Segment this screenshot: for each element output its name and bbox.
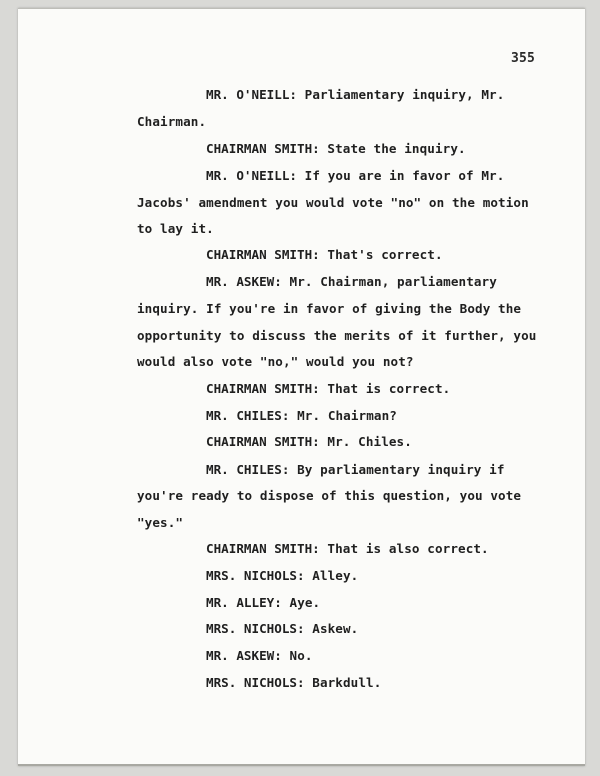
line-text: would also vote "no," would you not? bbox=[137, 354, 414, 369]
line-text: That is also correct. bbox=[319, 541, 489, 556]
transcript-line bbox=[206, 168, 504, 183]
speaker-label: MR. CHILES: bbox=[206, 462, 290, 477]
transcript-line bbox=[206, 141, 466, 156]
transcript-line bbox=[137, 354, 414, 369]
speaker-label: CHAIRMAN SMITH: bbox=[206, 381, 320, 396]
speaker-label: MR. O'NEILL: bbox=[206, 87, 297, 102]
transcript-line bbox=[206, 87, 504, 102]
line-text: No. bbox=[281, 648, 313, 663]
transcript-line bbox=[137, 195, 529, 210]
line-text: Jacobs' amendment you would vote "no" on the motion bbox=[137, 195, 529, 210]
page-number: 355 bbox=[511, 51, 536, 66]
speaker-label: CHAIRMAN SMITH: bbox=[206, 247, 320, 262]
speaker-label: CHAIRMAN SMITH: bbox=[206, 434, 320, 449]
transcript-line bbox=[206, 675, 381, 690]
transcript-line bbox=[137, 488, 521, 503]
line-text: to lay it. bbox=[137, 221, 214, 236]
line-text: "yes." bbox=[137, 515, 184, 530]
line-text: Mr. Chairman, parliamentary bbox=[281, 274, 497, 289]
transcript-page bbox=[18, 8, 585, 766]
speaker-label: MR. ALLEY: bbox=[206, 595, 282, 610]
transcript-line bbox=[206, 648, 313, 663]
line-text: inquiry. If you're in favor of giving the Body the bbox=[137, 301, 522, 316]
speaker-label: MRS. NICHOLS: bbox=[206, 621, 305, 636]
speaker-label: MR. CHILES: bbox=[206, 408, 290, 423]
line-text: Chairman. bbox=[137, 114, 207, 129]
line-text: That's correct. bbox=[319, 247, 443, 262]
line-text: you're ready to dispose of this question, you vote bbox=[137, 488, 522, 503]
speaker-label: MR. ASKEW: bbox=[206, 648, 282, 663]
transcript-line bbox=[206, 462, 505, 477]
line-text: Aye. bbox=[281, 595, 321, 610]
line-text: Parliamentary inquiry, Mr. bbox=[297, 87, 505, 102]
transcript-line bbox=[137, 114, 206, 129]
line-text: If you are in favor of Mr. bbox=[297, 168, 505, 183]
transcript-line bbox=[206, 595, 320, 610]
speaker-label: CHAIRMAN SMITH: bbox=[206, 141, 320, 156]
speaker-label: MR. ASKEW: bbox=[206, 274, 282, 289]
transcript-line bbox=[206, 434, 412, 449]
transcript-line bbox=[206, 621, 358, 636]
transcript-line bbox=[206, 247, 443, 262]
line-text: State the inquiry. bbox=[319, 141, 466, 156]
transcript-line bbox=[137, 221, 214, 236]
page-bottom-edge bbox=[18, 764, 585, 766]
transcript-line bbox=[206, 274, 497, 289]
transcript-line bbox=[137, 301, 521, 316]
speaker-label: MRS. NICHOLS: bbox=[206, 568, 305, 583]
line-text: opportunity to discuss the merits of it further, you bbox=[137, 328, 537, 343]
transcript-line bbox=[206, 408, 397, 423]
line-text: Askew. bbox=[304, 621, 359, 636]
line-text: That is correct. bbox=[319, 381, 451, 396]
transcript-line bbox=[137, 328, 536, 343]
line-text: By parliamentary inquiry if bbox=[289, 462, 505, 477]
speaker-label: MR. O'NEILL: bbox=[206, 168, 297, 183]
transcript-line bbox=[137, 515, 183, 530]
transcript-line bbox=[206, 568, 358, 583]
line-text: Mr. Chairman? bbox=[289, 408, 397, 423]
transcript-line bbox=[206, 381, 450, 396]
speaker-label: MRS. NICHOLS: bbox=[206, 675, 305, 690]
line-text: Barkdull. bbox=[304, 675, 382, 690]
line-text: Mr. Chiles. bbox=[319, 434, 412, 449]
transcript-line bbox=[206, 541, 489, 556]
line-text: Alley. bbox=[304, 568, 359, 583]
page-top-edge bbox=[18, 8, 585, 9]
speaker-label: CHAIRMAN SMITH: bbox=[206, 541, 320, 556]
